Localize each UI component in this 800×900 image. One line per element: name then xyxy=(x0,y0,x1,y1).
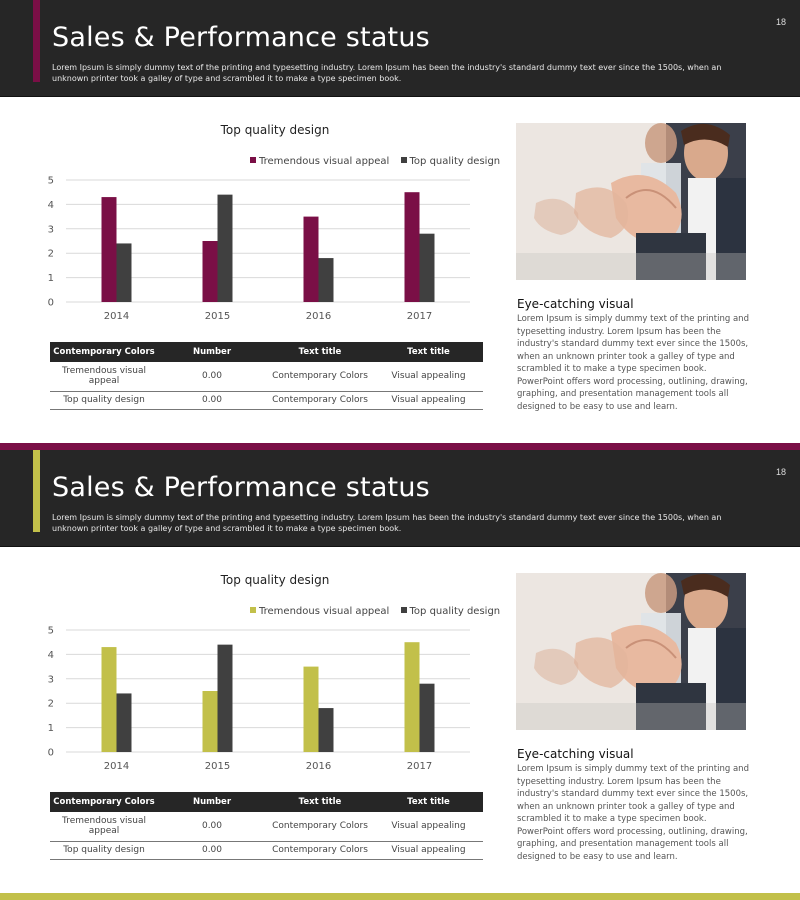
table-header-cell: Text title xyxy=(374,342,483,362)
bar xyxy=(117,693,132,752)
bar xyxy=(203,241,218,302)
slide-title: Sales & Performance status xyxy=(52,472,430,503)
footer-bar xyxy=(0,443,800,450)
slide-title: Sales & Performance status xyxy=(52,22,430,53)
y-tick-label: 3 xyxy=(47,674,54,686)
legend-label: Tremendous visual appeal xyxy=(259,156,390,167)
table-cell: Tremendous visual appeal xyxy=(50,362,158,391)
table-row xyxy=(50,362,483,391)
table-cell: 0.00 xyxy=(158,362,266,391)
legend-label: Top quality design xyxy=(409,156,501,167)
y-tick-label: 5 xyxy=(47,625,54,637)
table-cell: Tremendous visual appeal xyxy=(50,812,158,841)
table-header-cell: Text title xyxy=(374,792,483,812)
x-tick-label: 2016 xyxy=(305,311,332,322)
bar xyxy=(405,642,420,752)
table-header-cell: Number xyxy=(158,792,266,812)
table-cell: Visual appealing xyxy=(374,391,483,409)
data-table xyxy=(50,342,483,410)
legend-label: Tremendous visual appeal xyxy=(259,606,390,617)
accent-bar xyxy=(33,450,40,532)
photo-illustration xyxy=(516,573,746,730)
chart-title: Top quality design xyxy=(220,123,330,137)
table-row xyxy=(50,841,483,859)
bar xyxy=(102,647,117,752)
table-header-cell: Text title xyxy=(266,342,374,362)
side-title: Eye-catching visual xyxy=(517,297,634,311)
legend-item xyxy=(401,156,501,167)
photo-illustration xyxy=(516,123,746,280)
table-header-cell: Contemporary Colors xyxy=(50,342,158,362)
slide-subtitle: Lorem Ipsum is simply dummy text of the printing and typesetting industry. Lorem Ipsum has been the industry's standard dummy text ever since the 1500s, when an unknown printer took a galley of type and scrambled it to make a type specimen book. xyxy=(52,513,722,533)
table-cell: Visual appealing xyxy=(374,812,483,841)
x-tick-label: 2015 xyxy=(204,761,231,772)
slide-subtitle: Lorem Ipsum is simply dummy text of the printing and typesetting industry. Lorem Ipsum has been the industry's standard dummy text ever since the 1500s, when an unknown printer took a galley of type and scrambled it to make a type specimen book. xyxy=(52,63,722,83)
side-title: Eye-catching visual xyxy=(517,747,634,761)
x-tick-label: 2014 xyxy=(103,761,130,772)
slide-header xyxy=(0,450,800,547)
table-header-row xyxy=(50,792,483,812)
legend-swatch xyxy=(250,157,256,163)
table-cell: Visual appealing xyxy=(374,362,483,391)
y-tick-label: 2 xyxy=(47,248,54,260)
y-tick-label: 0 xyxy=(47,747,54,759)
table-cell: Contemporary Colors xyxy=(266,841,374,859)
table-row xyxy=(50,812,483,841)
bar xyxy=(102,197,117,302)
side-text: Lorem Ipsum is simply dummy text of the printing and typesetting industry. Lorem Ipsum has been the industry's standard dummy text ever since the 1500s, when an unknown printer took a galley of type and scrambled it to make a type specimen book. PowerPoint offers word processing, outlining, drawing, graphing, and presentation management tools all designed to be easy to use and learn. xyxy=(517,764,749,862)
page-number: 18 xyxy=(775,467,786,477)
table-cell: 0.00 xyxy=(158,391,266,409)
footer-bar xyxy=(0,893,800,900)
y-tick-label: 1 xyxy=(47,723,54,735)
table-cell: Top quality design xyxy=(50,841,158,859)
table-row xyxy=(50,391,483,409)
bar xyxy=(117,243,132,302)
legend-item xyxy=(250,156,389,167)
x-tick-label: 2016 xyxy=(305,761,332,772)
y-tick-label: 3 xyxy=(47,224,54,236)
bar xyxy=(218,195,233,302)
legend-item xyxy=(401,606,501,617)
bar-chart xyxy=(40,170,485,330)
bar xyxy=(203,691,218,752)
y-tick-label: 1 xyxy=(47,273,54,285)
data-table xyxy=(50,792,483,860)
y-tick-label: 2 xyxy=(47,698,54,710)
accent-bar xyxy=(33,0,40,82)
table-header-cell: Text title xyxy=(266,792,374,812)
table-cell: Contemporary Colors xyxy=(266,362,374,391)
bar xyxy=(420,234,435,302)
applause-photo xyxy=(516,573,746,730)
legend-swatch xyxy=(250,607,256,613)
chart-legend xyxy=(250,156,508,167)
legend-swatch xyxy=(401,607,407,613)
bar xyxy=(420,684,435,752)
table-header-row xyxy=(50,342,483,362)
y-tick-label: 0 xyxy=(47,297,54,309)
side-text: Lorem Ipsum is simply dummy text of the printing and typesetting industry. Lorem Ipsum has been the industry's standard dummy text ever since the 1500s, when an unknown printer took a galley of type and scrambled it to make a type specimen book. PowerPoint offers word processing, outlining, drawing, graphing, and presentation management tools all designed to be easy to use and learn. xyxy=(517,314,749,412)
legend-item xyxy=(250,606,389,617)
x-tick-label: 2017 xyxy=(406,311,433,322)
chart-legend xyxy=(250,606,508,617)
y-tick-label: 4 xyxy=(47,649,54,661)
table-header-cell: Number xyxy=(158,342,266,362)
bar xyxy=(405,192,420,302)
bar-chart xyxy=(40,620,485,780)
y-tick-label: 5 xyxy=(47,175,54,187)
legend-label: Top quality design xyxy=(409,606,501,617)
slide-2 xyxy=(0,450,800,900)
table-cell: Top quality design xyxy=(50,391,158,409)
x-tick-label: 2015 xyxy=(204,311,231,322)
table-cell: Visual appealing xyxy=(374,841,483,859)
x-tick-label: 2017 xyxy=(406,761,433,772)
table-cell: Contemporary Colors xyxy=(266,391,374,409)
x-tick-label: 2014 xyxy=(103,311,130,322)
bar xyxy=(304,667,319,752)
table-header-cell: Contemporary Colors xyxy=(50,792,158,812)
bar xyxy=(304,217,319,302)
bar xyxy=(218,645,233,752)
applause-photo xyxy=(516,123,746,280)
bar xyxy=(319,258,334,302)
table-cell: Contemporary Colors xyxy=(266,812,374,841)
page-number: 18 xyxy=(775,17,786,27)
chart-title: Top quality design xyxy=(220,573,330,587)
legend-swatch xyxy=(401,157,407,163)
y-tick-label: 4 xyxy=(47,199,54,211)
table-cell: 0.00 xyxy=(158,841,266,859)
bar xyxy=(319,708,334,752)
table-cell: 0.00 xyxy=(158,812,266,841)
slide-header xyxy=(0,0,800,97)
